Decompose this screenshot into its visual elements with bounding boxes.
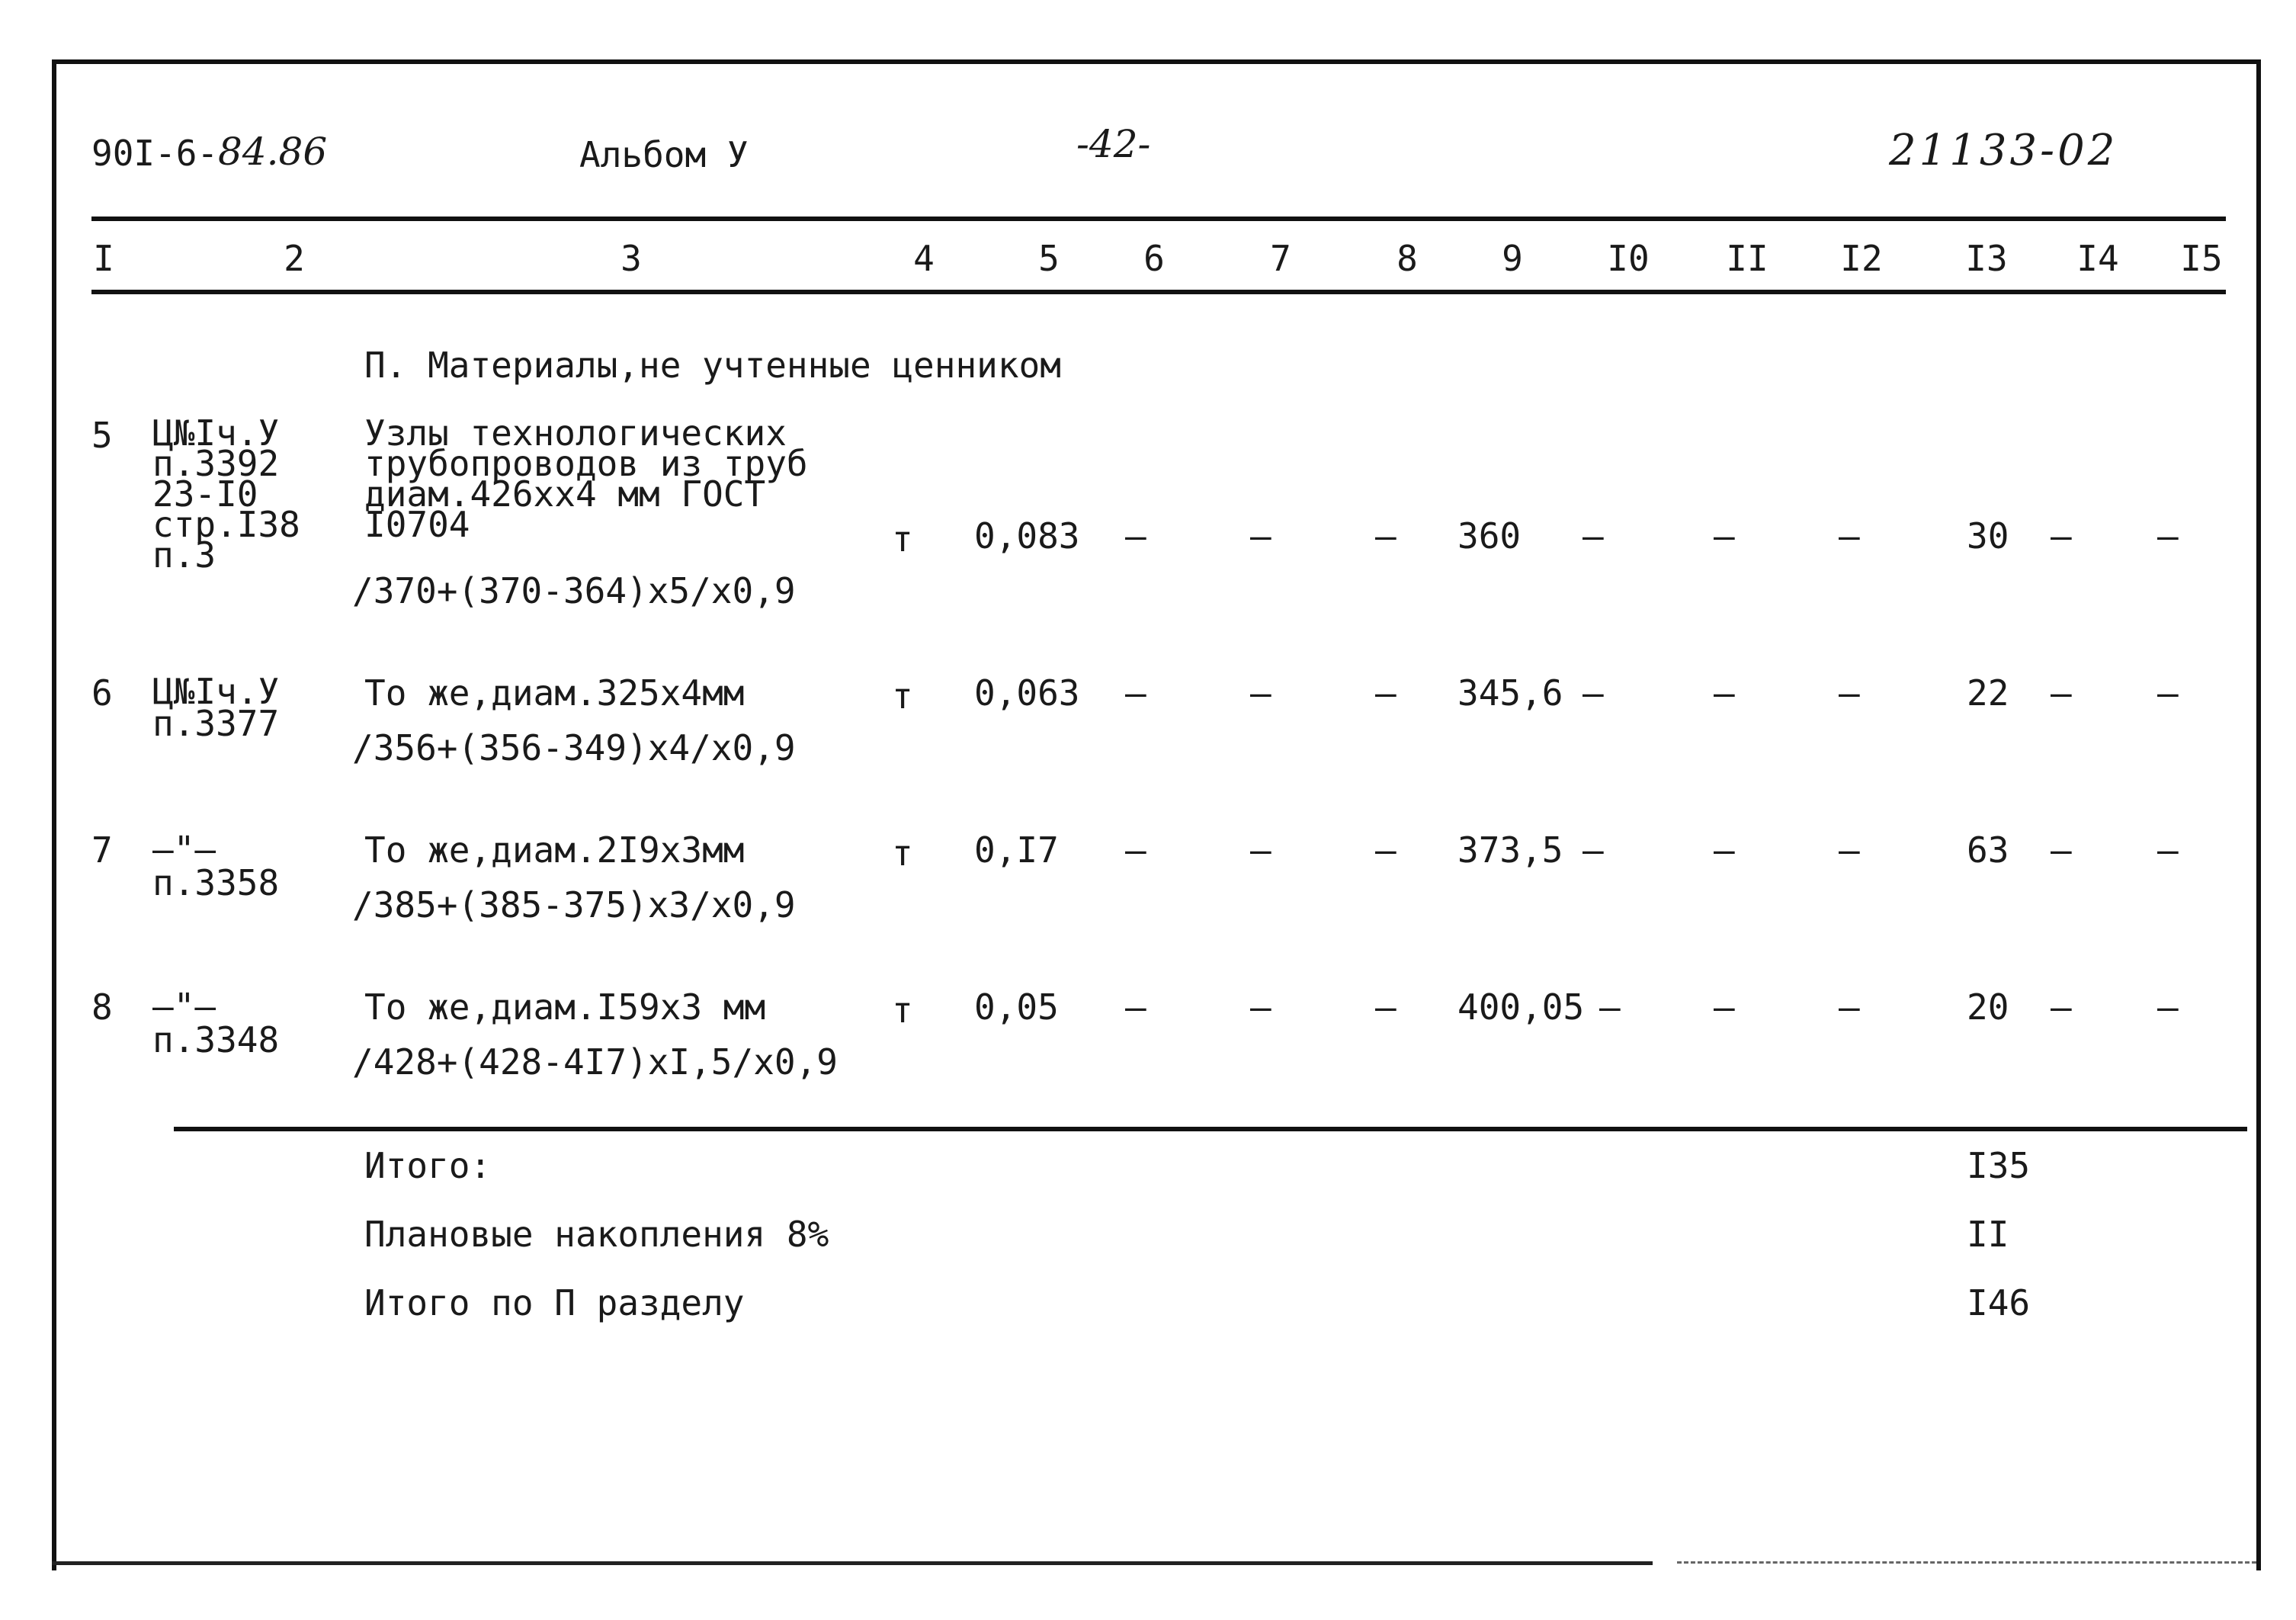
row-description: То же,диам.2I9х3мм: [364, 829, 745, 871]
page-number: -42-: [1076, 122, 1151, 166]
row-col7: –: [1250, 515, 1271, 557]
frame-bottom-line-faint: [1677, 1561, 2256, 1564]
row-reference: –"– п.3348: [152, 986, 280, 1060]
row-number: 7: [91, 829, 113, 871]
summary-value: I35: [1967, 1145, 2031, 1186]
row-col10: –: [1599, 986, 1621, 1028]
frame-bottom-line: [52, 1561, 1653, 1565]
row-col6: –: [1125, 515, 1146, 557]
row-unit: т: [892, 990, 913, 1031]
row-reference: Ц№Iч.У п.3392 23-I0 стр.I38 п.3: [152, 412, 300, 576]
album-label: Альбом У: [579, 134, 749, 175]
row-price: 345,6: [1457, 672, 1563, 714]
summary-label: Итого:: [364, 1145, 492, 1186]
row-col10: –: [1583, 672, 1604, 714]
row-col12: –: [1839, 986, 1860, 1028]
row-col12: –: [1839, 829, 1860, 871]
row-col8: –: [1375, 986, 1397, 1028]
column-header: I: [93, 238, 114, 279]
row-col14: –: [2051, 986, 2072, 1028]
row-quantity: 0,I7: [974, 829, 1059, 871]
section-title: П. Материалы,не учтенные ценником: [364, 345, 1061, 386]
row-col6: –: [1125, 672, 1146, 714]
row-col15: –: [2157, 672, 2179, 714]
row-col8: –: [1375, 515, 1397, 557]
project-number: 21133-02: [1889, 126, 2118, 175]
column-header: 5: [1038, 238, 1060, 279]
row-col6: –: [1125, 986, 1146, 1028]
row-formula: /370+(370-364)x5/x0,9: [352, 570, 796, 611]
column-header: 7: [1270, 238, 1291, 279]
row-description: Узлы технологических трубопроводов из труб диам.426хх4 мм ГОСТ I0704: [364, 412, 808, 545]
row-col11: –: [1714, 515, 1735, 557]
row-col14: –: [2051, 829, 2072, 871]
row-col10: –: [1583, 515, 1604, 557]
row-col7: –: [1250, 672, 1271, 714]
page-frame: [52, 59, 2261, 1570]
column-header: I2: [1840, 238, 1883, 279]
totals-rule: [174, 1127, 2247, 1131]
column-header: I0: [1607, 238, 1650, 279]
row-total: 20: [1967, 986, 2009, 1028]
row-quantity: 0,05: [974, 986, 1059, 1028]
summary-label: Плановые накопления 8%: [364, 1214, 829, 1255]
column-header: I4: [2076, 238, 2119, 279]
header-rule-top: [91, 217, 2226, 221]
column-header: 8: [1397, 238, 1418, 279]
row-col11: –: [1714, 829, 1735, 871]
summary-label: Итого по П разделу: [364, 1282, 745, 1323]
column-header: 9: [1502, 238, 1523, 279]
row-number: 6: [91, 672, 113, 714]
header-rule-bottom: [91, 290, 2226, 294]
summary-value: I46: [1967, 1282, 2031, 1323]
row-col10: –: [1583, 829, 1604, 871]
row-col7: –: [1250, 829, 1271, 871]
row-col8: –: [1375, 829, 1397, 871]
column-header: 2: [284, 238, 305, 279]
column-header: 6: [1143, 238, 1165, 279]
row-col15: –: [2157, 515, 2179, 557]
row-reference: Ц№Iч.У п.3377: [152, 671, 280, 744]
row-formula: /428+(428-4I7)xI,5/x0,9: [352, 1041, 838, 1083]
row-col12: –: [1839, 515, 1860, 557]
row-price: 373,5: [1457, 829, 1563, 871]
row-formula: /356+(356-349)x4/x0,9: [352, 727, 796, 768]
doc-code-handwritten: 84.86: [218, 130, 328, 174]
row-description: То же,диам.I59х3 мм: [364, 986, 766, 1028]
row-col14: –: [2051, 672, 2072, 714]
row-price: 400,05: [1457, 986, 1585, 1028]
row-col15: –: [2157, 829, 2179, 871]
row-number: 5: [91, 415, 113, 456]
row-col15: –: [2157, 986, 2179, 1028]
column-header: 4: [913, 238, 935, 279]
row-total: 30: [1967, 515, 2009, 557]
column-header: I3: [1965, 238, 2008, 279]
row-unit: т: [892, 675, 913, 717]
row-unit: т: [892, 832, 913, 874]
row-quantity: 0,063: [974, 672, 1080, 714]
row-col6: –: [1125, 829, 1146, 871]
row-description: То же,диам.325х4мм: [364, 672, 745, 714]
column-header: 3: [620, 238, 642, 279]
row-unit: т: [892, 518, 913, 560]
row-col12: –: [1839, 672, 1860, 714]
column-header: II: [1726, 238, 1768, 279]
summary-value: II: [1967, 1214, 2009, 1255]
row-col11: –: [1714, 986, 1735, 1028]
row-col14: –: [2051, 515, 2072, 557]
row-total: 22: [1967, 672, 2009, 714]
column-header: I5: [2180, 238, 2223, 279]
row-col11: –: [1714, 672, 1735, 714]
row-formula: /385+(385-375)x3/x0,9: [352, 884, 796, 925]
row-number: 8: [91, 986, 113, 1028]
row-col7: –: [1250, 986, 1271, 1028]
doc-code-prefix: 90I-6-: [91, 133, 219, 174]
row-quantity: 0,083: [974, 515, 1080, 557]
row-col8: –: [1375, 672, 1397, 714]
row-price: 360: [1457, 515, 1522, 557]
row-reference: –"– п.3358: [152, 829, 280, 903]
row-total: 63: [1967, 829, 2009, 871]
